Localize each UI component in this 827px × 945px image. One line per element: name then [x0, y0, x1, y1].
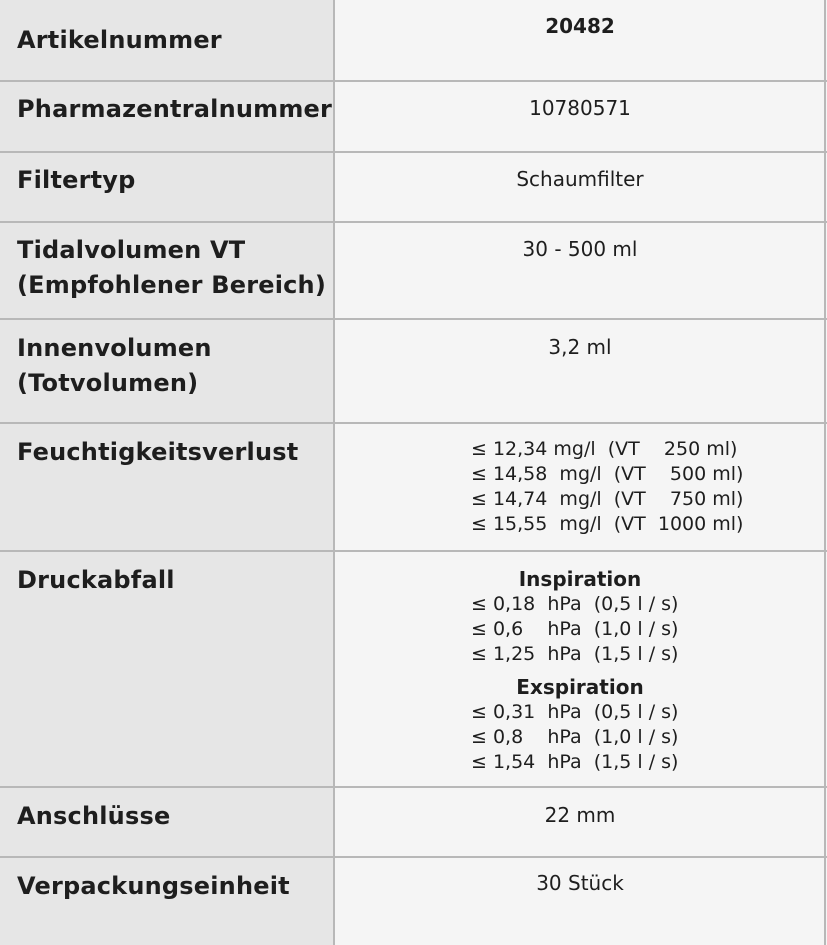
inspiration-title: Inspiration — [518, 567, 642, 591]
humidity-line: ≤ 15,55 mg/l (VT 1000 ml) — [471, 513, 744, 535]
row-divider — [0, 550, 827, 552]
table-row — [0, 223, 827, 318]
exspiration-line: ≤ 1,54 hPa (1,5 l / s) — [471, 751, 679, 773]
value-cell — [333, 82, 827, 151]
table-row — [0, 424, 827, 550]
row-divider — [0, 422, 827, 424]
row-label-line2: (Totvolumen) — [17, 369, 199, 397]
row-value: 30 Stück — [536, 871, 624, 895]
humidity-line: ≤ 14,74 mg/l (VT 750 ml) — [471, 488, 744, 510]
label-cell — [0, 424, 333, 550]
row-label: Artikelnummer — [17, 26, 222, 54]
row-value: 22 mm — [544, 803, 616, 827]
label-cell — [0, 552, 333, 786]
row-divider — [0, 221, 827, 223]
row-label: Verpackungseinheit — [17, 872, 290, 900]
row-value: Schaumfilter — [516, 167, 644, 191]
row-value: 20482 — [545, 14, 615, 38]
row-value: 3,2 ml — [548, 335, 612, 359]
row-label: Feuchtigkeitsverlust — [17, 438, 299, 466]
row-label-line2: (Empfohlener Bereich) — [17, 271, 327, 299]
value-cell — [333, 153, 827, 221]
right-border — [824, 0, 826, 945]
label-cell — [0, 0, 333, 80]
value-cell — [333, 424, 827, 550]
humidity-line: ≤ 12,34 mg/l (VT 250 ml) — [471, 438, 738, 460]
column-divider — [333, 0, 335, 945]
label-cell — [0, 858, 333, 945]
label-cell — [0, 320, 333, 422]
label-cell — [0, 82, 333, 151]
row-label: Filtertyp — [17, 166, 136, 194]
inspiration-line: ≤ 0,6 hPa (1,0 l / s) — [471, 618, 679, 640]
row-label-line1: Tidalvolumen VT — [17, 236, 246, 264]
label-cell — [0, 788, 333, 856]
table-row — [0, 153, 827, 221]
row-label: Druckabfall — [17, 566, 175, 594]
inspiration-line: ≤ 1,25 hPa (1,5 l / s) — [471, 643, 679, 665]
row-value: 10780571 — [529, 96, 631, 120]
table-row — [0, 0, 827, 80]
row-divider — [0, 318, 827, 320]
row-divider — [0, 856, 827, 858]
row-value: 30 - 500 ml — [522, 237, 638, 261]
table-row — [0, 320, 827, 422]
label-cell — [0, 153, 333, 221]
row-label-line1: Innenvolumen — [17, 334, 212, 362]
inspiration-line: ≤ 0,18 hPa (0,5 l / s) — [471, 593, 679, 615]
exspiration-title: Exspiration — [516, 675, 644, 699]
table-row — [0, 858, 827, 945]
exspiration-line: ≤ 0,8 hPa (1,0 l / s) — [471, 726, 679, 748]
row-divider — [0, 786, 827, 788]
table-row — [0, 788, 827, 856]
row-label: Anschlüsse — [17, 802, 171, 830]
row-label: Pharmazentralnummer — [17, 95, 333, 123]
label-cell — [0, 223, 333, 318]
humidity-line: ≤ 14,58 mg/l (VT 500 ml) — [471, 463, 744, 485]
value-cell — [333, 320, 827, 422]
value-cell — [333, 858, 827, 945]
row-divider — [0, 151, 827, 153]
row-divider — [0, 80, 827, 82]
value-cell — [333, 552, 827, 786]
table-row — [0, 552, 827, 786]
value-cell — [333, 788, 827, 856]
exspiration-line: ≤ 0,31 hPa (0,5 l / s) — [471, 701, 679, 723]
table-row — [0, 82, 827, 151]
value-cell — [333, 0, 827, 80]
value-cell — [333, 223, 827, 318]
